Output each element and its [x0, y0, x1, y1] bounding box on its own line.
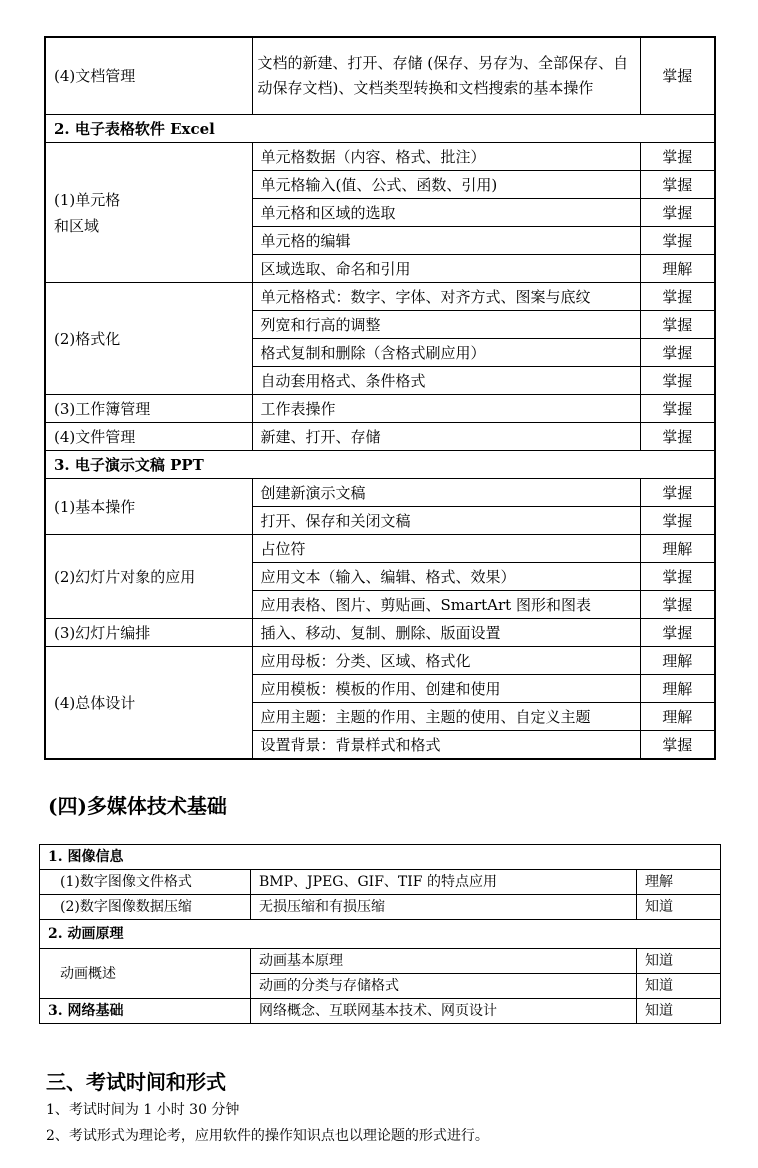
syllabus-table-office [44, 36, 716, 760]
topic-cell: (1)数字图像文件格式 [40, 870, 251, 895]
level-cell: 理解 [640, 675, 715, 703]
table-row [45, 423, 715, 451]
level-cell: 理解 [640, 703, 715, 731]
content-cell: 单元格输入(值、公式、函数、引用) [252, 171, 640, 199]
level-cell: 掌握 [640, 311, 715, 339]
table-row [45, 535, 715, 563]
section-row [40, 920, 721, 949]
content-cell: 插入、移动、复制、删除、版面设置 [252, 619, 640, 647]
level-cell: 掌握 [640, 339, 715, 367]
level-cell: 掌握 [640, 199, 715, 227]
level-cell: 掌握 [640, 395, 715, 423]
table-row [45, 283, 715, 311]
section-row [45, 451, 715, 479]
topic-cell: (2)数字图像数据压缩 [40, 895, 251, 920]
section-heading-animation: 2. 动画原理 [40, 920, 721, 949]
content-cell: 工作表操作 [252, 395, 640, 423]
topic-cell: (1)单元格 和区域 [45, 143, 252, 283]
content-cell: 应用表格、图片、剪贴画、SmartArt 图形和图表 [252, 591, 640, 619]
table-row [45, 479, 715, 507]
table-row [40, 949, 721, 974]
level-cell: 掌握 [640, 367, 715, 395]
section-heading-exam: 三、考试时间和形式 [46, 1070, 226, 1094]
topic-cell: (2)格式化 [45, 283, 252, 395]
level-cell: 知道 [637, 895, 721, 920]
exam-line-1: 1、考试时间为 1 小时 30 分钟 [46, 1102, 240, 1118]
level-cell: 理解 [640, 647, 715, 675]
level-cell: 掌握 [640, 37, 715, 115]
table-row [40, 870, 721, 895]
topic-cell: (4)文档管理 [45, 37, 252, 115]
table-row [45, 647, 715, 675]
topic-cell: (3)工作簿管理 [45, 395, 252, 423]
topic-cell: 动画概述 [40, 949, 251, 999]
content-cell: 无损压缩和有损压缩 [251, 895, 637, 920]
topic-cell: (4)总体设计 [45, 647, 252, 760]
section-heading-excel: 2. 电子表格软件 Excel [45, 115, 715, 143]
table-row [45, 143, 715, 171]
level-cell: 掌握 [640, 591, 715, 619]
section-heading-image: 1. 图像信息 [40, 845, 721, 870]
content-cell: 新建、打开、存储 [252, 423, 640, 451]
topic-cell: (3)幻灯片编排 [45, 619, 252, 647]
section-row [40, 845, 721, 870]
level-cell: 掌握 [640, 143, 715, 171]
level-cell: 掌握 [640, 507, 715, 535]
content-cell: 文档的新建、打开、存储 (保存、另存为、全部保存、自动保存文档)、文档类型转换和文档搜索的基本操作 [252, 37, 640, 115]
content-cell: 动画基本原理 [251, 949, 637, 974]
level-cell: 知道 [637, 974, 721, 999]
level-cell: 掌握 [640, 619, 715, 647]
content-cell: 网络概念、互联网基本技术、网页设计 [251, 999, 637, 1024]
level-cell: 知道 [637, 999, 721, 1024]
content-cell: 创建新演示文稿 [252, 479, 640, 507]
level-cell: 掌握 [640, 479, 715, 507]
topic-cell: (4)文件管理 [45, 423, 252, 451]
content-cell: 区域选取、命名和引用 [252, 255, 640, 283]
content-cell: 列宽和行高的调整 [252, 311, 640, 339]
section-heading-multimedia: (四)多媒体技术基础 [48, 794, 227, 818]
content-cell: 占位符 [252, 535, 640, 563]
section-row [45, 115, 715, 143]
table-row [45, 619, 715, 647]
level-cell: 掌握 [640, 731, 715, 760]
table-row [40, 999, 721, 1024]
level-cell: 理解 [637, 870, 721, 895]
section-heading-ppt: 3. 电子演示文稿 PPT [45, 451, 715, 479]
syllabus-table-multimedia [39, 844, 721, 1024]
content-cell: 应用文本（输入、编辑、格式、效果） [252, 563, 640, 591]
table-row [45, 37, 715, 115]
content-cell: 单元格和区域的选取 [252, 199, 640, 227]
content-cell: 单元格的编辑 [252, 227, 640, 255]
content-cell: BMP、JPEG、GIF、TIF 的特点应用 [251, 870, 637, 895]
content-cell: 单元格格式：数字、字体、对齐方式、图案与底纹 [252, 283, 640, 311]
level-cell: 知道 [637, 949, 721, 974]
level-cell: 掌握 [640, 283, 715, 311]
topic-cell: (1)基本操作 [45, 479, 252, 535]
level-cell: 掌握 [640, 423, 715, 451]
level-cell: 掌握 [640, 563, 715, 591]
content-cell: 应用主题：主题的作用、主题的使用、自定义主题 [252, 703, 640, 731]
level-cell: 掌握 [640, 171, 715, 199]
content-cell: 动画的分类与存储格式 [251, 974, 637, 999]
content-cell: 应用母板：分类、区域、格式化 [252, 647, 640, 675]
content-cell: 打开、保存和关闭文稿 [252, 507, 640, 535]
content-cell: 自动套用格式、条件格式 [252, 367, 640, 395]
topic-cell: (2)幻灯片对象的应用 [45, 535, 252, 619]
topic-cell: 3. 网络基础 [40, 999, 251, 1024]
table-row [40, 895, 721, 920]
content-cell: 格式复制和删除（含格式刷应用） [252, 339, 640, 367]
exam-line-2: 2、考试形式为理论考，应用软件的操作知识点也以理论题的形式进行。 [46, 1128, 489, 1144]
content-cell: 单元格数据（内容、格式、批注） [252, 143, 640, 171]
level-cell: 理解 [640, 255, 715, 283]
content-cell: 设置背景：背景样式和格式 [252, 731, 640, 760]
content-cell: 应用模板：模板的作用、创建和使用 [252, 675, 640, 703]
level-cell: 掌握 [640, 227, 715, 255]
table-row [45, 395, 715, 423]
level-cell: 理解 [640, 535, 715, 563]
